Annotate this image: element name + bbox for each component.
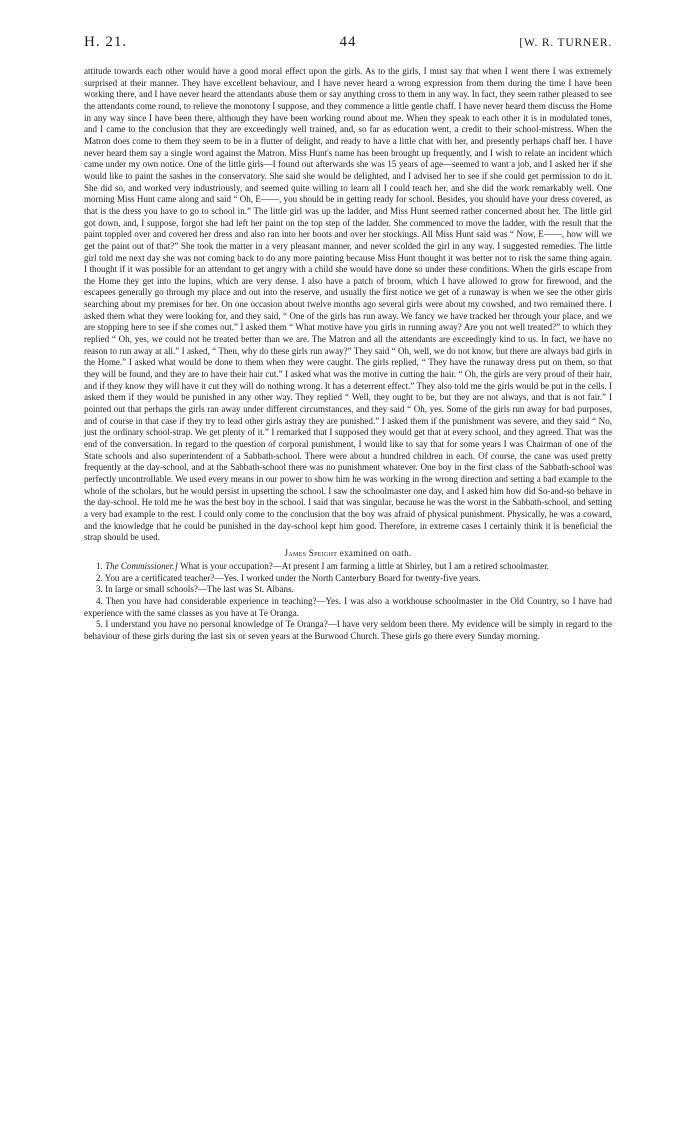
question-number: 4. [96, 595, 103, 606]
witness-oath: examined on oath. [339, 547, 412, 558]
question-number: 3. [96, 584, 103, 595]
question-item [84, 573, 612, 585]
question-text: What is your occupation?—At present I am farming a little at Shirley, but I am a retired schoolmaster. [180, 560, 550, 571]
question-item [84, 596, 612, 619]
document-body [84, 66, 612, 643]
document-page [84, 34, 612, 643]
question-text: Then you have had considerable experience in teaching?—Yes. I was also a workhouse schoolmaster in the Old Country, so I have had experience with the same classes as you have at Te Oranga. [84, 595, 612, 618]
witness-heading [84, 546, 612, 560]
question-speaker: The Commissioner.] [105, 560, 178, 571]
question-number: 2. [96, 572, 103, 583]
question-item [84, 584, 612, 596]
page-number: 44 [339, 34, 357, 50]
question-text: In large or small schools?—The last was St. Albans. [105, 584, 294, 595]
witness-running-head: [W. R. TURNER. [519, 37, 612, 49]
question-text: I understand you have no personal knowledge of Te Oranga?—I have very seldom been there. My evidence will be simply in regard to the behaviour of these girls during the last six or seven years at the Burwood Church. These girls go there every Sunday morning. [84, 619, 613, 641]
paper-reference: H. 21. [84, 34, 128, 50]
examination-questions [84, 561, 612, 643]
question-item [84, 619, 612, 642]
page-header [84, 34, 612, 56]
question-item [84, 561, 612, 573]
witness-name: James Speight [284, 547, 338, 558]
question-number: 1. [96, 560, 103, 571]
question-number: 5. [96, 619, 103, 630]
question-text: You are a certificated teacher?—Yes. I worked under the North Canterbury Board for twenty-five years. [104, 572, 481, 583]
body-paragraph: attitude towards each other would have a good moral effect upon the girls. As to the girls, I must say that when I went there I was extremely surprised at their manner. They have excellent behaviour, and I have never heard a wrong expression from them during the time I have been working there, and I have never heard the attendants abuse them or say anything cross to them in any way. In fact, they seem rather pleased to see the attendants come round, to relieve the monotony I suppose, and they commence a little gentle chaff. I have never heard them discuss the Home in any way since I have been there, although they have been working round about me. When they speak to each other it is in modulated tones, and I came to the conclusion that they are exceedingly well trained, and, so far as education went, a credit to their school-mistress. When the Matron does come to them they seem to be in a flutter of delight, and ready to have a little chat with her, and presently perhaps chaff her. I have never heard them say a single word against the Matron. Miss Hunt's name has been brought up frequently, and I wish to relate an incident which came under my own notice. One of the little girls—I found out afterwards she was 15 years of age—seemed to want a job, and I asked her if she would like to paint the sashes in the conservatory. She said she would be delighted, and I advised her to see if she could get permission to do it. She did so, and worked very industriously, and seemed quite willing to learn all I could teach her, and she did the work remarkably well. One morning Miss Hunt came along and said “ Oh, E——, you should be in getting ready for school. Besides, you should have your dress covered, as that is the dress you have to go to school in.” The little girl was up the ladder, and Miss Hunt seemed rather concerned about her. The little girl got down, and, I suppose, forgot she had left her paint on the top step of the ladder. She commenced to move the ladder, with the result that the paint toppled over and covered her dress and also ran into her boots and over her stockings. All Miss Hunt said was “ Now, E——, how will we get the paint out of that?” She took the matter in a very pleasant manner, and never scolded the girl in any way. I suggested remedies. The little girl told me next day she was not coming back to do any more painting because Miss Hunt thought it was better not to risk the same thing again. I thought if it was possible for an attendant to get angry with a child she would have done so under these conditions. When the girls escape from the Home they get into the lupins, which are very dense. I also have a patch of broom, which I have allowed to grow for firewood, and the escapees generally go through my place and out into the reserve, and usually the first notice we get of a runaway is when we see the other girls searching about my premises for her. On one occasion about twelve months ago several girls were about my cowshed, and two remained there. I asked them what they were looking for, and they said, “ One of the girls has run away. We fancy we have tracked her through your place, and we are stopping here to see if she comes out.” I asked them “ What motive have you girls in running away? Are you not well treated?” to which they replied “ Oh, yes, we could not be treated better than we are. The Matron and all the attendants are exceedingly kind to us. In fact, we have no reason to run away at all.” I asked, “ Then, why do these girls run away?” They said “ Oh, well, we do not know, but there are always bad girls in the Home.” I asked what would be done to them when they were caught. The girls replied, “ They have the runaway dress put on them, so that they will be found, and they are to have their hair cut.” I asked what was the motive in cutting the hair. “ Oh, the girls are very proud of their hair, and if they know they will have it cut they will do nothing wrong. It has a deterrent effect.” They also told me the girls would be put in the cells. I asked them if they would be punished in any other way. They replied “ Well, they ought to be, but they are not always, and that is not fair.” I pointed out that perhaps the girls ran away under different circumstances, and they said “ Oh, yes. Some of the girls run away for bad purposes, and of course in that case if they try to lead other girls astray they are punished.” I asked them if the punishment was severe, and they said “ No, just the ordinary school-strap. We get plenty of it.” I remarked that I supposed they would get that at every school, and they agreed. That was the end of the conversation. In regard to the question of corporal punishment, I would like to say that for some years I was Chairman of one of the State schools and also superintendent of a Sabbath-school. There were about a hundred children in each. Of course, the cane was used pretty frequently at the day-school, and at the Sabbath-school there was no punishment whatever. One boy in the first class of the Sabbath-school was perfectly uncontrollable. We used every means in our power to show him he was working in the wrong direction and setting a bad example to the whole of the scholars, but he would persist in upsetting the school. I saw the schoolmaster one day, and I asked him how did So-and-so behave in the day-school. He told me he was the best boy in the school. I said that was singular, because he was the worst in the Sabbath-school, and setting a very bad example to the rest. I could only come to the conclusion that the boy was afraid of physical punishment. Physically, he was a coward, and the knowledge that he could be punished in the day-school kept him good. Therefore, in extreme cases I certainly think it is beneficial the strap should be used. [84, 66, 612, 543]
